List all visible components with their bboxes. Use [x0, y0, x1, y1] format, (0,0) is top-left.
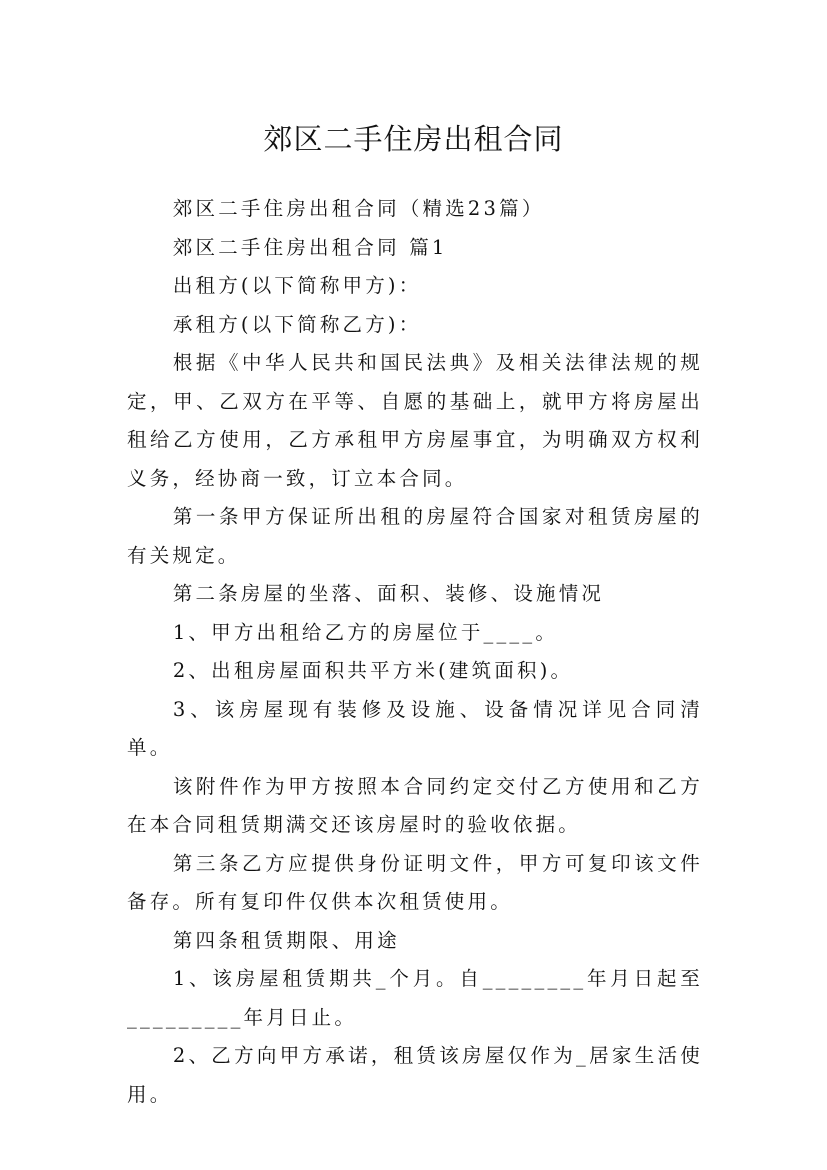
paragraph-article-4-item-1: 1、该房屋租赁期共_个月。自________年月日起至_________年月日止。 [127, 967, 703, 1029]
paragraph-lessee: 承租方(以下简称乙方)： [172, 312, 422, 336]
paragraph-article-2-heading: 第二条房屋的坐落、面积、装修、设施情况 [172, 582, 605, 605]
paragraph-article-1: 第一条甲方保证所出租的房屋符合国家对租赁房屋的有关规定。 [127, 505, 703, 567]
paragraph-article-2-item-2: 2、出租房屋面积共平方米(建筑面积)。 [172, 659, 574, 682]
paragraph-article-4-item-2: 2、乙方向甲方承诺，租赁该房屋仅作为_居家生活使用。 [127, 1044, 703, 1106]
document-body [127, 190, 703, 1114]
paragraph-article-3: 第三条乙方应提供身份证明文件，甲方可复印该文件备存。所有复印件仅供本次租赁使用。 [127, 851, 703, 913]
paragraph-article-4-heading: 第四条租赁期限、用途 [172, 928, 400, 952]
paragraph-article-2-item-3: 3、该房屋现有装修及设施、设备情况详见合同清单。 [127, 697, 703, 759]
paragraph-preamble: 根据《中华人民共和国民法典》及相关法律法规的规定，甲、乙双方在平等、自愿的基础上，就甲方将房屋出租给乙方使用，乙方承租甲方房屋事宜，为明确双方权利义务，经协商一致，订立本合同。 [127, 351, 703, 490]
paragraph-section-heading: 郊区二手住房出租合同 篇1 [172, 235, 448, 259]
paragraph-subtitle: 郊区二手住房出租合同（精选23篇） [172, 197, 545, 220]
paragraph-attachment-note: 该附件作为甲方按照本合同约定交付乙方使用和乙方在本合同租赁期满交还该房屋时的验收依据。 [127, 774, 703, 836]
paragraph-article-2-item-1: 1、甲方出租给乙方的房屋位于____。 [172, 620, 559, 644]
document-title: 郊区二手住房出租合同 [263, 122, 564, 157]
paragraph-lessor: 出租方(以下简称甲方)： [172, 274, 422, 297]
